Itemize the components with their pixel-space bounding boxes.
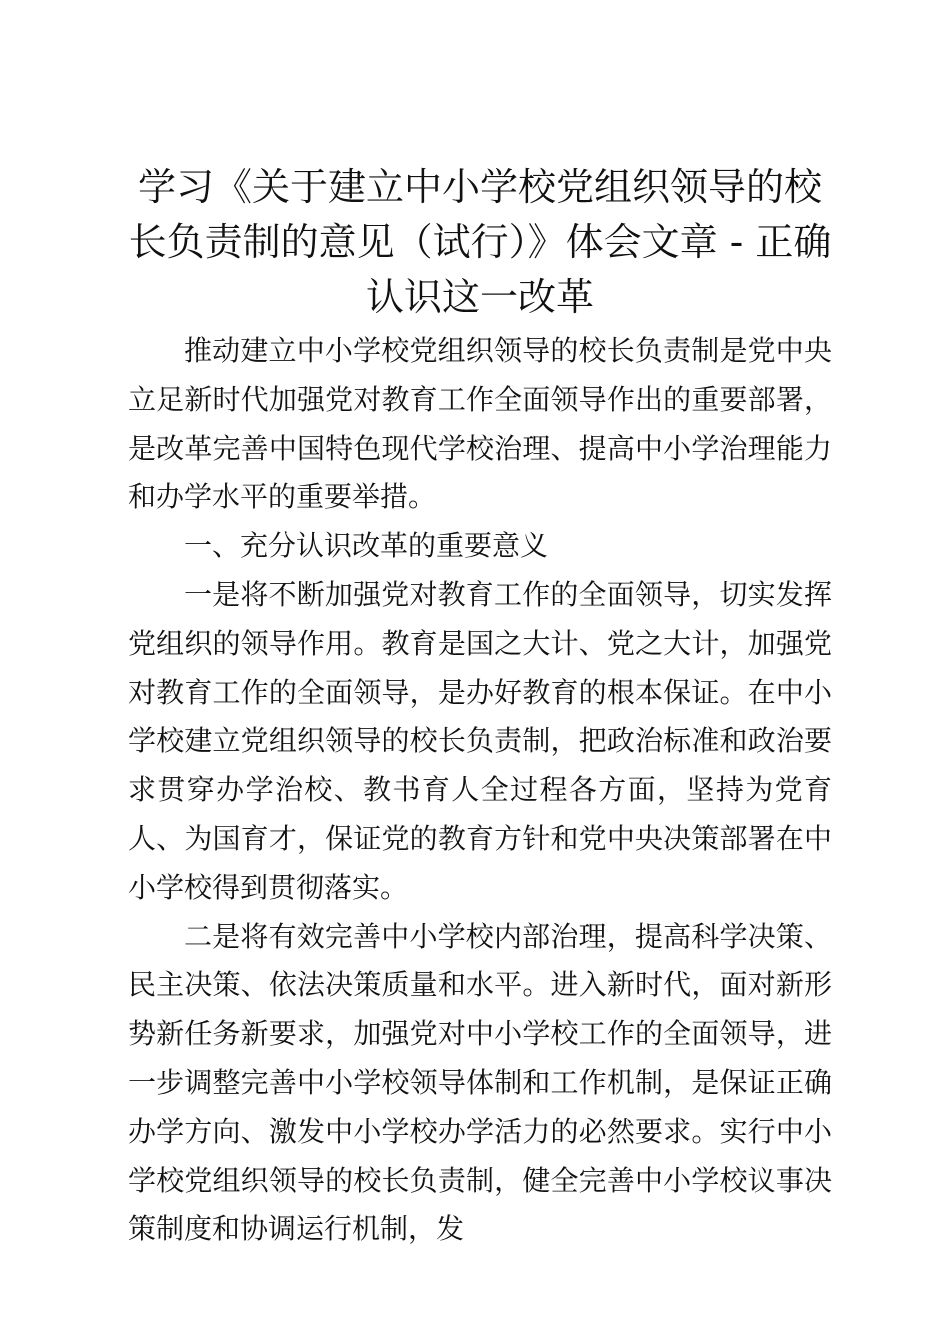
document-title: 学习《关于建立中小学校党组织领导的校长负责制的意见（试行）》体会文章 - 正确认识这一改革 <box>128 165 832 319</box>
document-body <box>128 327 832 1254</box>
point-one-paragraph: 一是将不断加强党对教育工作的全面领导，切实发挥党组织的领导作用。教育是国之大计、党之大计，加强党对教育工作的全面领导，是办好教育的根本保证。在中小学校建立党组织领导的校长负责制，把政治标准和政治要求贯穿办学治校、教书育人全过程各方面，坚持为党育人、为国育才，保证党的教育方针和党中央决策部署在中小学校得到贯彻落实。 <box>128 577 832 904</box>
intro-paragraph: 推动建立中小学校党组织领导的校长负责制是党中央立足新时代加强党对教育工作全面领导作出的重要部署，是改革完善中国特色现代学校治理、提高中小学治理能力和办学水平的重要举措。 <box>128 334 832 514</box>
point-two-paragraph: 二是将有效完善中小学校内部治理，提高科学决策、民主决策、依法决策质量和水平。进入新时代，面对新形势新任务新要求，加强党对中小学校工作的全面领导，进一步调整完善中小学校领导体制和工作机制，是保证正确办学方向、激发中小学校办学活力的必然要求。实行中小学校党组织领导的校长负责制，健全完善中小学校议事决策制度和协调运行机制，发 <box>128 919 832 1246</box>
section-heading: 一、充分认识改革的重要意义 <box>184 529 549 563</box>
document-page <box>128 160 832 1254</box>
